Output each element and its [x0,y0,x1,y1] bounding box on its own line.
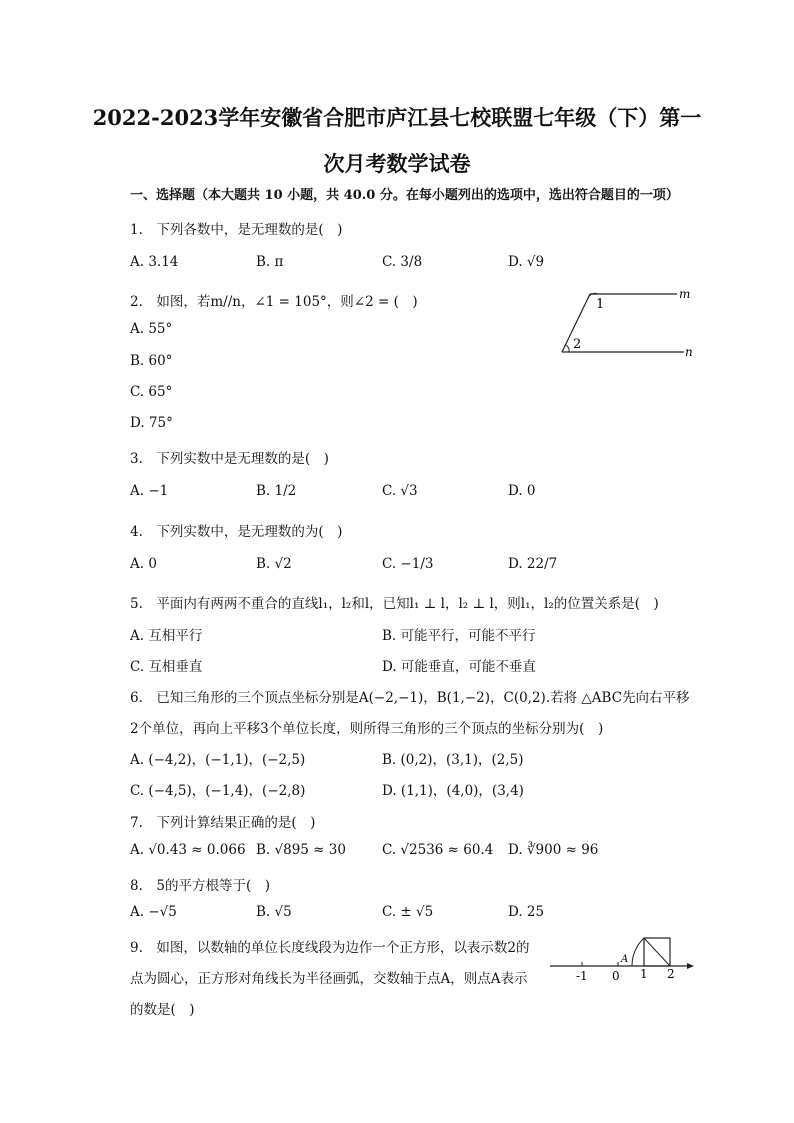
q1-option-a[interactable]: A. 3.14 [130,254,179,270]
square-diagonal [644,938,670,966]
q4-option-d[interactable]: D. 22/7 [508,556,558,572]
q1-option-b[interactable]: B. π [256,254,284,270]
question-8-stem: 8. 5的平方根等于( ) [130,878,271,894]
question-9-stem-cont2: 的数是( ) [130,1002,195,1018]
tick-label-0: 0 [612,969,620,983]
q7-option-c[interactable]: C. √2536 ≈ 60.4 [382,842,494,858]
q5-option-b[interactable]: B. 可能平行，可能不平行 [382,628,536,644]
axis-arrow-icon [687,963,694,969]
q8-option-c[interactable]: C. ± √5 [382,904,434,920]
q4-option-b[interactable]: B. √2 [256,556,292,572]
q8-option-d[interactable]: D. 25 [508,904,545,920]
q3-option-d[interactable]: D. 0 [508,483,536,499]
question-9-stem: 9. 如图，以数轴的单位长度线段为边作一个正方形，以表示数2的 [130,940,530,956]
q4-option-c[interactable]: C. −1/3 [382,556,434,572]
q9-number-line-figure [548,932,698,988]
question-6-stem-cont: 2个单位，再向上平移3个单位长度，则所得三角形的三个顶点的坐标分别为( ) [130,721,604,737]
q5-option-a[interactable]: A. 互相平行 [130,628,203,644]
question-4-stem: 4. 下列实数中，是无理数的为( ) [130,524,343,540]
q1-option-d[interactable]: D. √9 [508,254,545,270]
question-1-stem: 1. 下列各数中，是无理数的是( ) [130,222,343,238]
point-a-label: A [621,954,629,965]
q5-option-c[interactable]: C. 互相垂直 [130,659,203,675]
q3-option-c[interactable]: C. √3 [382,483,418,499]
q3-option-a[interactable]: A. −1 [130,483,169,499]
q5-option-d[interactable]: D. 可能垂直，可能不垂直 [382,659,536,675]
q2-option-c[interactable]: C. 65° [130,384,173,400]
section-heading: 一、选择题（本大题共 10 小题，共 40.0 分。在每小题列出的选项中，选出符合题目的一项） [130,188,679,203]
q2-option-a[interactable]: A. 55° [130,321,173,337]
question-9-stem-cont: 点为圆心，正方形对角线长为半径画弧，交数轴于点A，则点A表示 [130,971,528,987]
q7-option-a[interactable]: A. √0.43 ≈ 0.066 [130,842,246,858]
question-2-stem: 2. 如图，若m//n，∠1 = 105°，则∠2 = ( ) [130,294,418,310]
tick-label-1: 1 [640,967,648,981]
q6-option-c[interactable]: C. (−4,5)，(−1,4)，(−2,8) [130,783,306,799]
q4-option-a[interactable]: A. 0 [130,556,157,572]
q1-option-c[interactable]: C. 3/8 [382,254,423,270]
question-5-stem: 5. 平面内有两两不重合的直线l₁，l₂和l，已知l₁ ⊥ l，l₂ ⊥ l，则l₁，l₂的位置关系是( ) [130,596,659,612]
q8-option-a[interactable]: A. −√5 [130,904,177,920]
page-title-line2: 次月考数学试卷 [323,151,471,176]
tick-label-neg1: -1 [576,969,588,983]
label-m: m [679,287,691,301]
angle-2-arc [566,345,569,352]
label-1: 1 [596,297,605,312]
q6-option-b[interactable]: B. (0,2)，(3,1)，(2,5) [382,752,524,768]
diagonal-arc [632,938,644,966]
q2-option-b[interactable]: B. 60° [130,353,173,369]
q8-option-b[interactable]: B. √5 [256,904,292,920]
tick-label-2: 2 [667,967,675,981]
page-title-line1: 2022-2023学年安徽省合肥市庐江县七校联盟七年级（下）第一 [92,105,702,130]
question-3-stem: 3. 下列实数中是无理数的是( ) [130,451,329,467]
q6-option-a[interactable]: A. (−4,2)，(−1,1)，(−2,5) [130,752,306,768]
question-6-stem: 6. 已知三角形的三个顶点坐标分别是A(−2,−1)，B(1,−2)，C(0,2).若将 △ABC先向右平移 [130,690,690,706]
q2-parallel-lines-figure [552,282,702,362]
question-7-stem: 7. 下列计算结果正确的是( ) [130,815,316,831]
q2-option-d[interactable]: D. 75° [130,415,173,431]
q7-option-b[interactable]: B. √895 ≈ 30 [256,842,346,858]
q7-option-d[interactable]: D. ∛900 ≈ 96 [508,842,599,858]
label-n: n [685,345,693,359]
q6-option-d[interactable]: D. (1,1)，(4,0)，(3,4) [382,783,524,799]
q3-option-b[interactable]: B. 1/2 [256,483,297,499]
label-2: 2 [573,337,582,352]
